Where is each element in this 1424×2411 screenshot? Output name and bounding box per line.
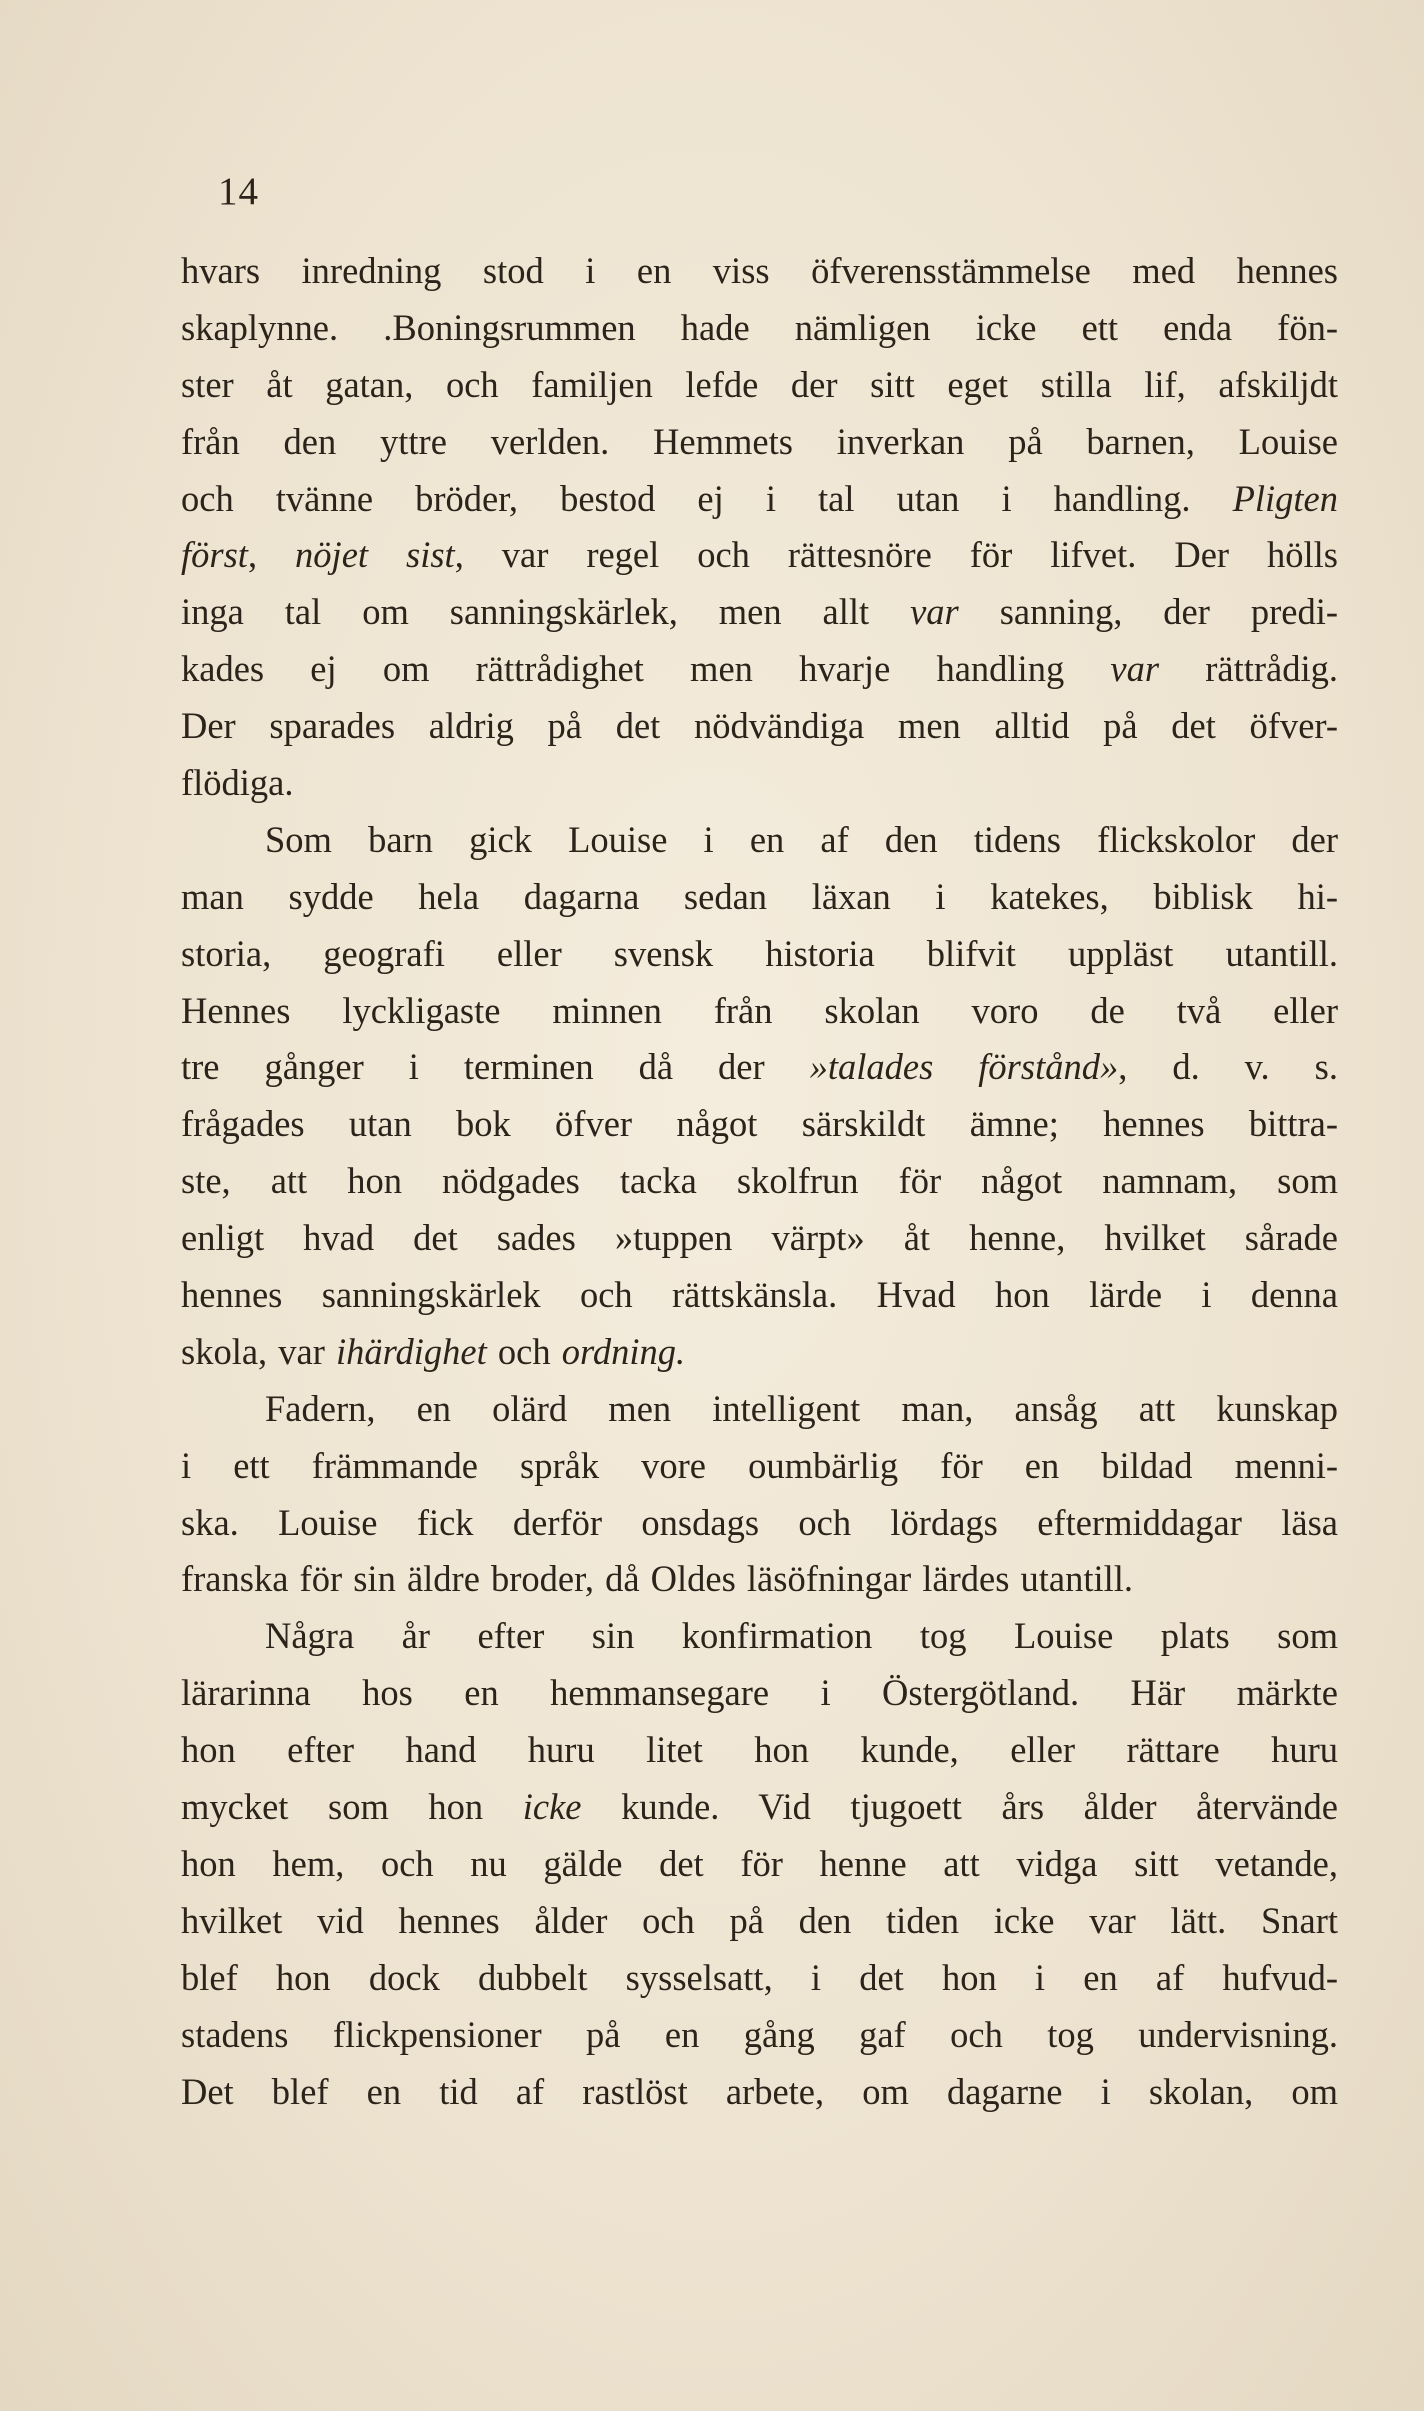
text-segment: stadens flickpensioner på en gång gaf och tog undervisning. [181,2013,1338,2055]
text-line [181,584,1338,641]
text-segment: kunde. Vid tjugoett års ålder återvände [581,1786,1339,1828]
text-segment: inga tal om sanningskärlek, men allt [181,591,911,633]
text-line [181,641,1338,698]
text-segment: hvars inredning stod i en viss öfverensstämmelse med hennes [181,250,1338,291]
italic-text: Pligten [1232,477,1338,519]
text-segment: ste, att hon nödgades tacka skolfrun för något namnam, som [181,1160,1338,1202]
text-segment: Som barn gick Louise i en af den tidens flickskolor der [265,818,1338,860]
text-segment: hon hem, och nu gälde det för henne att vidga sitt vetande, [181,1842,1338,1884]
text-segment: franska för sin äldre broder, då Oldes läsöfningar lärdes utantill. [181,1558,1134,1600]
text-line [181,471,1338,528]
italic-text: icke [522,1786,582,1828]
text-segment: sanning, der predi- [958,591,1338,633]
text-segment: flödiga. [181,762,294,804]
italic-text: var [1110,648,1160,690]
text-line [181,243,1338,300]
text-segment: Några år efter sin konfirmation tog Louise plats som [265,1615,1338,1657]
text-line [181,1665,1338,1722]
text-line [181,869,1338,926]
page-number: 14 [218,170,259,213]
text-segment: Der sparades aldrig på det nödvändiga men alltid på det öfver- [181,705,1338,747]
text-segment: lärarinna hos en hemmansegare i Östergötland. Här märkte [181,1672,1338,1714]
text-line [181,1551,1338,1608]
text-segment: Det blef en tid af rastlöst arbete, om dagarne i skolan, om [181,2070,1338,2112]
text-segment: och [486,1330,562,1372]
text-segment: hennes sanningskärlek och rättskänsla. Hvad hon lärde i denna [181,1274,1338,1316]
italic-text: först [181,534,248,576]
text-line [181,1039,1338,1096]
text-line [181,300,1338,357]
text-line [181,1153,1338,1210]
text-segment: tre gånger i terminen då der [181,1046,810,1088]
text-line [181,1495,1338,1552]
text-line [181,1096,1338,1153]
text-line [181,357,1338,414]
text-segment: storia, geografi eller svensk historia blifvit uppläst utantill. [181,932,1338,974]
text-line [181,812,1338,869]
text-segment: , [247,534,296,576]
italic-text: ordning. [561,1330,686,1372]
italic-text: ihärdighet [336,1330,487,1372]
text-line [181,2064,1338,2121]
text-segment: Hennes lyckligaste minnen från skolan voro de två eller [181,989,1338,1031]
text-segment: man sydde hela dagarna sedan läxan i katekes, biblisk hi- [181,875,1338,917]
text-line [181,1779,1338,1836]
text-line [181,527,1338,584]
text-segment: , d. v. s. [1118,1046,1338,1088]
text-line [181,1438,1338,1495]
body-text [181,243,1338,2120]
text-segment: rättrådig. [1159,648,1338,690]
text-segment: frågades utan bok öfver något särskildt ämne; hennes bittra- [181,1103,1338,1145]
text-segment: Fadern, en olärd men intelligent man, ansåg att kunskap [265,1387,1338,1429]
text-segment: hvilket vid hennes ålder och på den tiden icke var lätt. Snart [181,1899,1338,1941]
text-segment: skaplynne. .Boningsrummen hade nämligen icke ett enda fön- [181,306,1338,348]
text-line [181,698,1338,755]
text-segment: skola, var [181,1330,337,1372]
text-segment: mycket som hon [181,1786,523,1828]
italic-text: »talades förstånd» [809,1046,1119,1088]
text-line [181,983,1338,1040]
text-line [181,1893,1338,1950]
text-line [181,1722,1338,1779]
text-line [181,414,1338,471]
text-line [181,1324,1338,1381]
text-segment: i ett främmande språk vore oumbärlig för en bildad menni- [181,1444,1338,1486]
text-segment: enligt hvad det sades »tuppen värpt» åt henne, hvilket sårade [181,1217,1338,1259]
italic-text: var [910,591,959,633]
text-segment: kades ej om rättrådighet men hvarje handling [181,648,1111,690]
text-segment: ska. Louise fick derför onsdags och lördags eftermiddagar läsa [181,1501,1338,1543]
text-line [181,1381,1338,1438]
text-line [181,1267,1338,1324]
text-line [181,926,1338,983]
text-line [181,1210,1338,1267]
text-line [181,1836,1338,1893]
text-line [181,755,1338,812]
text-line [181,2007,1338,2064]
text-segment: ster åt gatan, och familjen lefde der sitt eget stilla lif, afskiljdt [181,363,1338,405]
italic-text: nöjet sist [295,534,455,576]
text-segment: hon efter hand huru litet hon kunde, eller rättare huru [181,1729,1338,1771]
text-segment: från den yttre verlden. Hemmets inverkan på barnen, Louise [181,420,1338,462]
text-line [181,1608,1338,1665]
text-line [181,1950,1338,2007]
text-segment: blef hon dock dubbelt sysselsatt, i det hon i en af hufvud- [181,1956,1338,1998]
text-segment: och tvänne bröder, bestod ej i tal utan i handling. [181,477,1233,519]
text-segment: , var regel och rättesnöre för lifvet. Der hölls [454,534,1339,576]
